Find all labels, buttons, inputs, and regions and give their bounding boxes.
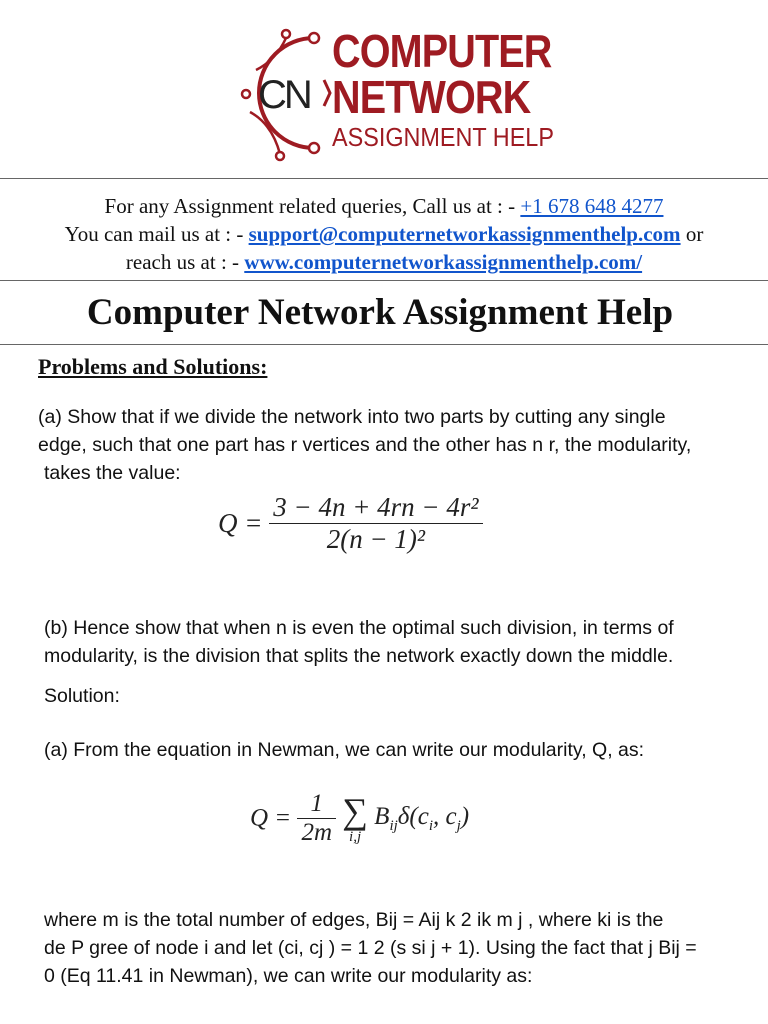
logo-monogram: CN — [258, 73, 310, 117]
delta-symbol: δ(c — [397, 802, 429, 830]
problem-a-line-3: takes the value: — [44, 462, 181, 484]
ci-subscript: i — [428, 817, 434, 834]
where-line-1: where m is the total number of edges, Bij = Aij k 2 ik m j , where ki is the — [44, 909, 664, 931]
logo-emblem-icon — [236, 20, 336, 170]
b-symbol: B — [374, 802, 390, 830]
cj-symbol: , c — [433, 802, 457, 830]
equation-1-lhs: Q = — [218, 508, 263, 538]
equation-1-numerator: 3 − 4n + 4rn − 4r² — [273, 492, 479, 522]
sum-symbol: ∑ — [342, 790, 368, 831]
logo-wordmark — [332, 25, 554, 152]
solution-label: Solution: — [44, 685, 120, 707]
problem-a-line-2: edge, such that one part has r vertices and the other has n r, the modularity, — [38, 434, 692, 456]
equation-1-denominator: 2(n − 1)² — [269, 523, 482, 555]
sum-subscript: i,j — [349, 828, 362, 845]
solution-a-text: (a) From the equation in Newman, we can write our modularity, Q, as: — [44, 739, 645, 761]
equation-1 — [218, 492, 483, 555]
contact-line-phone — [0, 192, 768, 220]
equation-2-body — [374, 802, 470, 834]
contact-email-prefix: You can mail us at : - — [64, 222, 249, 246]
logo-line-1: COMPUTER — [332, 25, 552, 77]
email-link[interactable]: support@computernetworkassignmenthelp.com — [248, 222, 681, 246]
where-line-2: de P gree of node i and let (ci, cj ) = 1 2 (s si j + 1). Using the fact that j Bij = — [44, 937, 697, 959]
section-heading: Problems and Solutions: — [38, 354, 268, 379]
header-divider — [0, 178, 768, 179]
contact-block — [0, 192, 768, 276]
problem-b-line-2: modularity, is the division that splits the network exactly down the middle. — [44, 645, 674, 667]
contact-website-prefix: reach us at : - — [125, 250, 245, 274]
equation-2-lhs: Q = — [250, 804, 292, 832]
problem-b-line-1: (b) Hence show that when n is even the optimal such division, in terms of — [44, 617, 674, 639]
equation-2-fraction-numerator: 1 — [310, 790, 323, 817]
logo-line-2: NETWORK — [332, 71, 531, 123]
cj-subscript: j — [456, 817, 461, 834]
where-line-3: 0 (Eq 11.41 in Newman), we can write our modularity as: — [44, 965, 533, 987]
problem-a-line-1: (a) Show that if we divide the network into two parts by cutting any single — [38, 406, 666, 428]
close-paren: ) — [460, 802, 470, 830]
equation-2-fraction-denominator: 2m — [297, 818, 336, 847]
logo-line-3: ASSIGNMENT HELP — [332, 122, 554, 152]
contact-divider — [0, 280, 768, 281]
equation-2-fraction — [297, 790, 336, 847]
contact-email-suffix: or — [680, 222, 704, 246]
phone-link[interactable]: +1 678 648 4277 — [520, 194, 664, 218]
equation-1-fraction — [269, 492, 482, 555]
b-subscript: ij — [389, 817, 398, 834]
website-link[interactable]: www.computernetworkassignmenthelp.com/ — [244, 250, 643, 274]
equation-2 — [250, 790, 469, 847]
equation-2-sum — [342, 790, 368, 845]
contact-line-email — [0, 220, 768, 248]
contact-phone-prefix: For any Assignment related queries, Call us at : - — [104, 194, 521, 218]
contact-line-website — [0, 248, 768, 276]
title-divider — [0, 344, 768, 345]
document-title: Computer Network Assignment Help — [86, 292, 674, 333]
